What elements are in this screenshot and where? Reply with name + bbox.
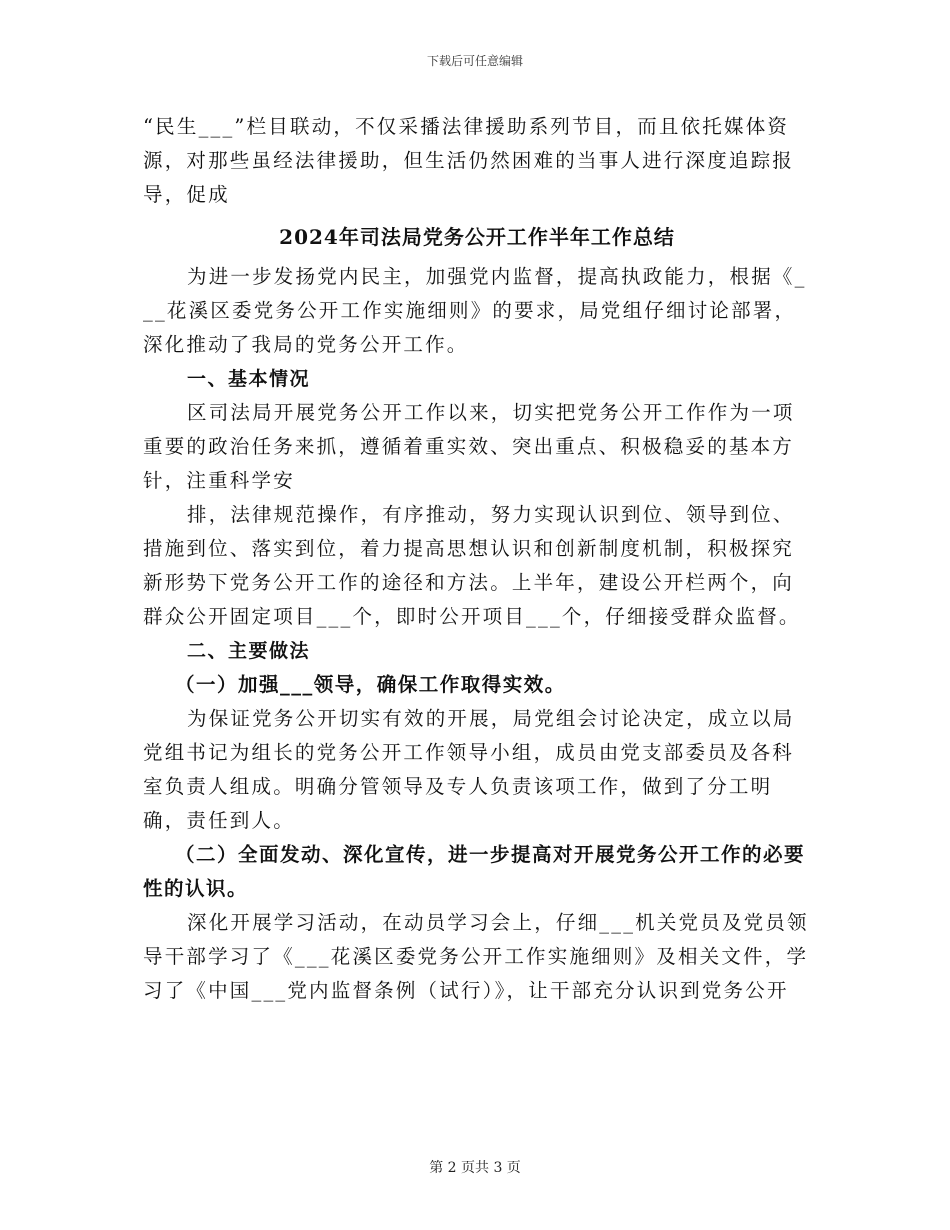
paragraph-1: 为进一步发扬党内民主，加强党内监督，提高执政能力，根据《___花溪区委党务公开工作实施细则》的要求，局党组仔细讨论部署，深化推动了我局的党务公开工作。 [143,265,807,356]
section-heading-main-practices: 二、主要做法 [187,640,311,662]
document-body [143,110,811,1008]
paragraph-5: 深化开展学习活动，在动员学习会上，仔细___机关党员及党员领导干部学习了《___花溪区委党务公开工作实施细则》及相关文件，学习了《中国___党内监督条例（试行）》，让干部充分认识到党务公开 [143,911,809,1002]
paragraph-2: 区司法局开展党务公开工作以来，切实把党务公开工作作为一项重要的政治任务来抓，遵循着重实效、突出重点、积极稳妥的基本方针，注重科学安 [143,401,795,492]
page-footer: 第 2 页共 3 页 [429,1160,521,1176]
subsection-heading-2: （二）全面发动、深化宣传，进一步提高对开展党务公开工作的必要性的认识。 [143,843,806,900]
section-heading-basic-situation: 一、基本情况 [187,368,311,390]
paragraph-4: 为保证党务公开切实有效的开展，局党组会讨论决定，成立以局党组书记为组长的党务公开工作领导小组，成员由党支部委员及各科室负责人组成。明确分管领导及专人负责该项工作，做到了分工明确，责任到人。 [143,707,795,832]
page-header: 下载后可任意编辑 [426,54,523,68]
subsection-heading-1: （一）加强___领导，确保工作取得实效。 [175,673,566,696]
intro-paragraph: “民生___”栏目联动，不仅采播法律援助系列节目，而且依托媒体资源，对那些虽经法律援助，但生活仍然困难的当事人进行深度追踪报导，促成 [143,115,795,206]
paragraph-3: 排，法律规范操作，有序推动，努力实现认识到位、领导到位、措施到位、落实到位，着力提高思想认识和创新制度机制，积极探究新形势下党务公开工作的途径和方法。上半年，建设公开栏两个，向群众公开固定项目___个，即时公开项目___个，仔细接受群众监督。 [143,503,801,628]
document-title: 2024年司法局党务公开工作半年工作总结 [279,225,675,249]
